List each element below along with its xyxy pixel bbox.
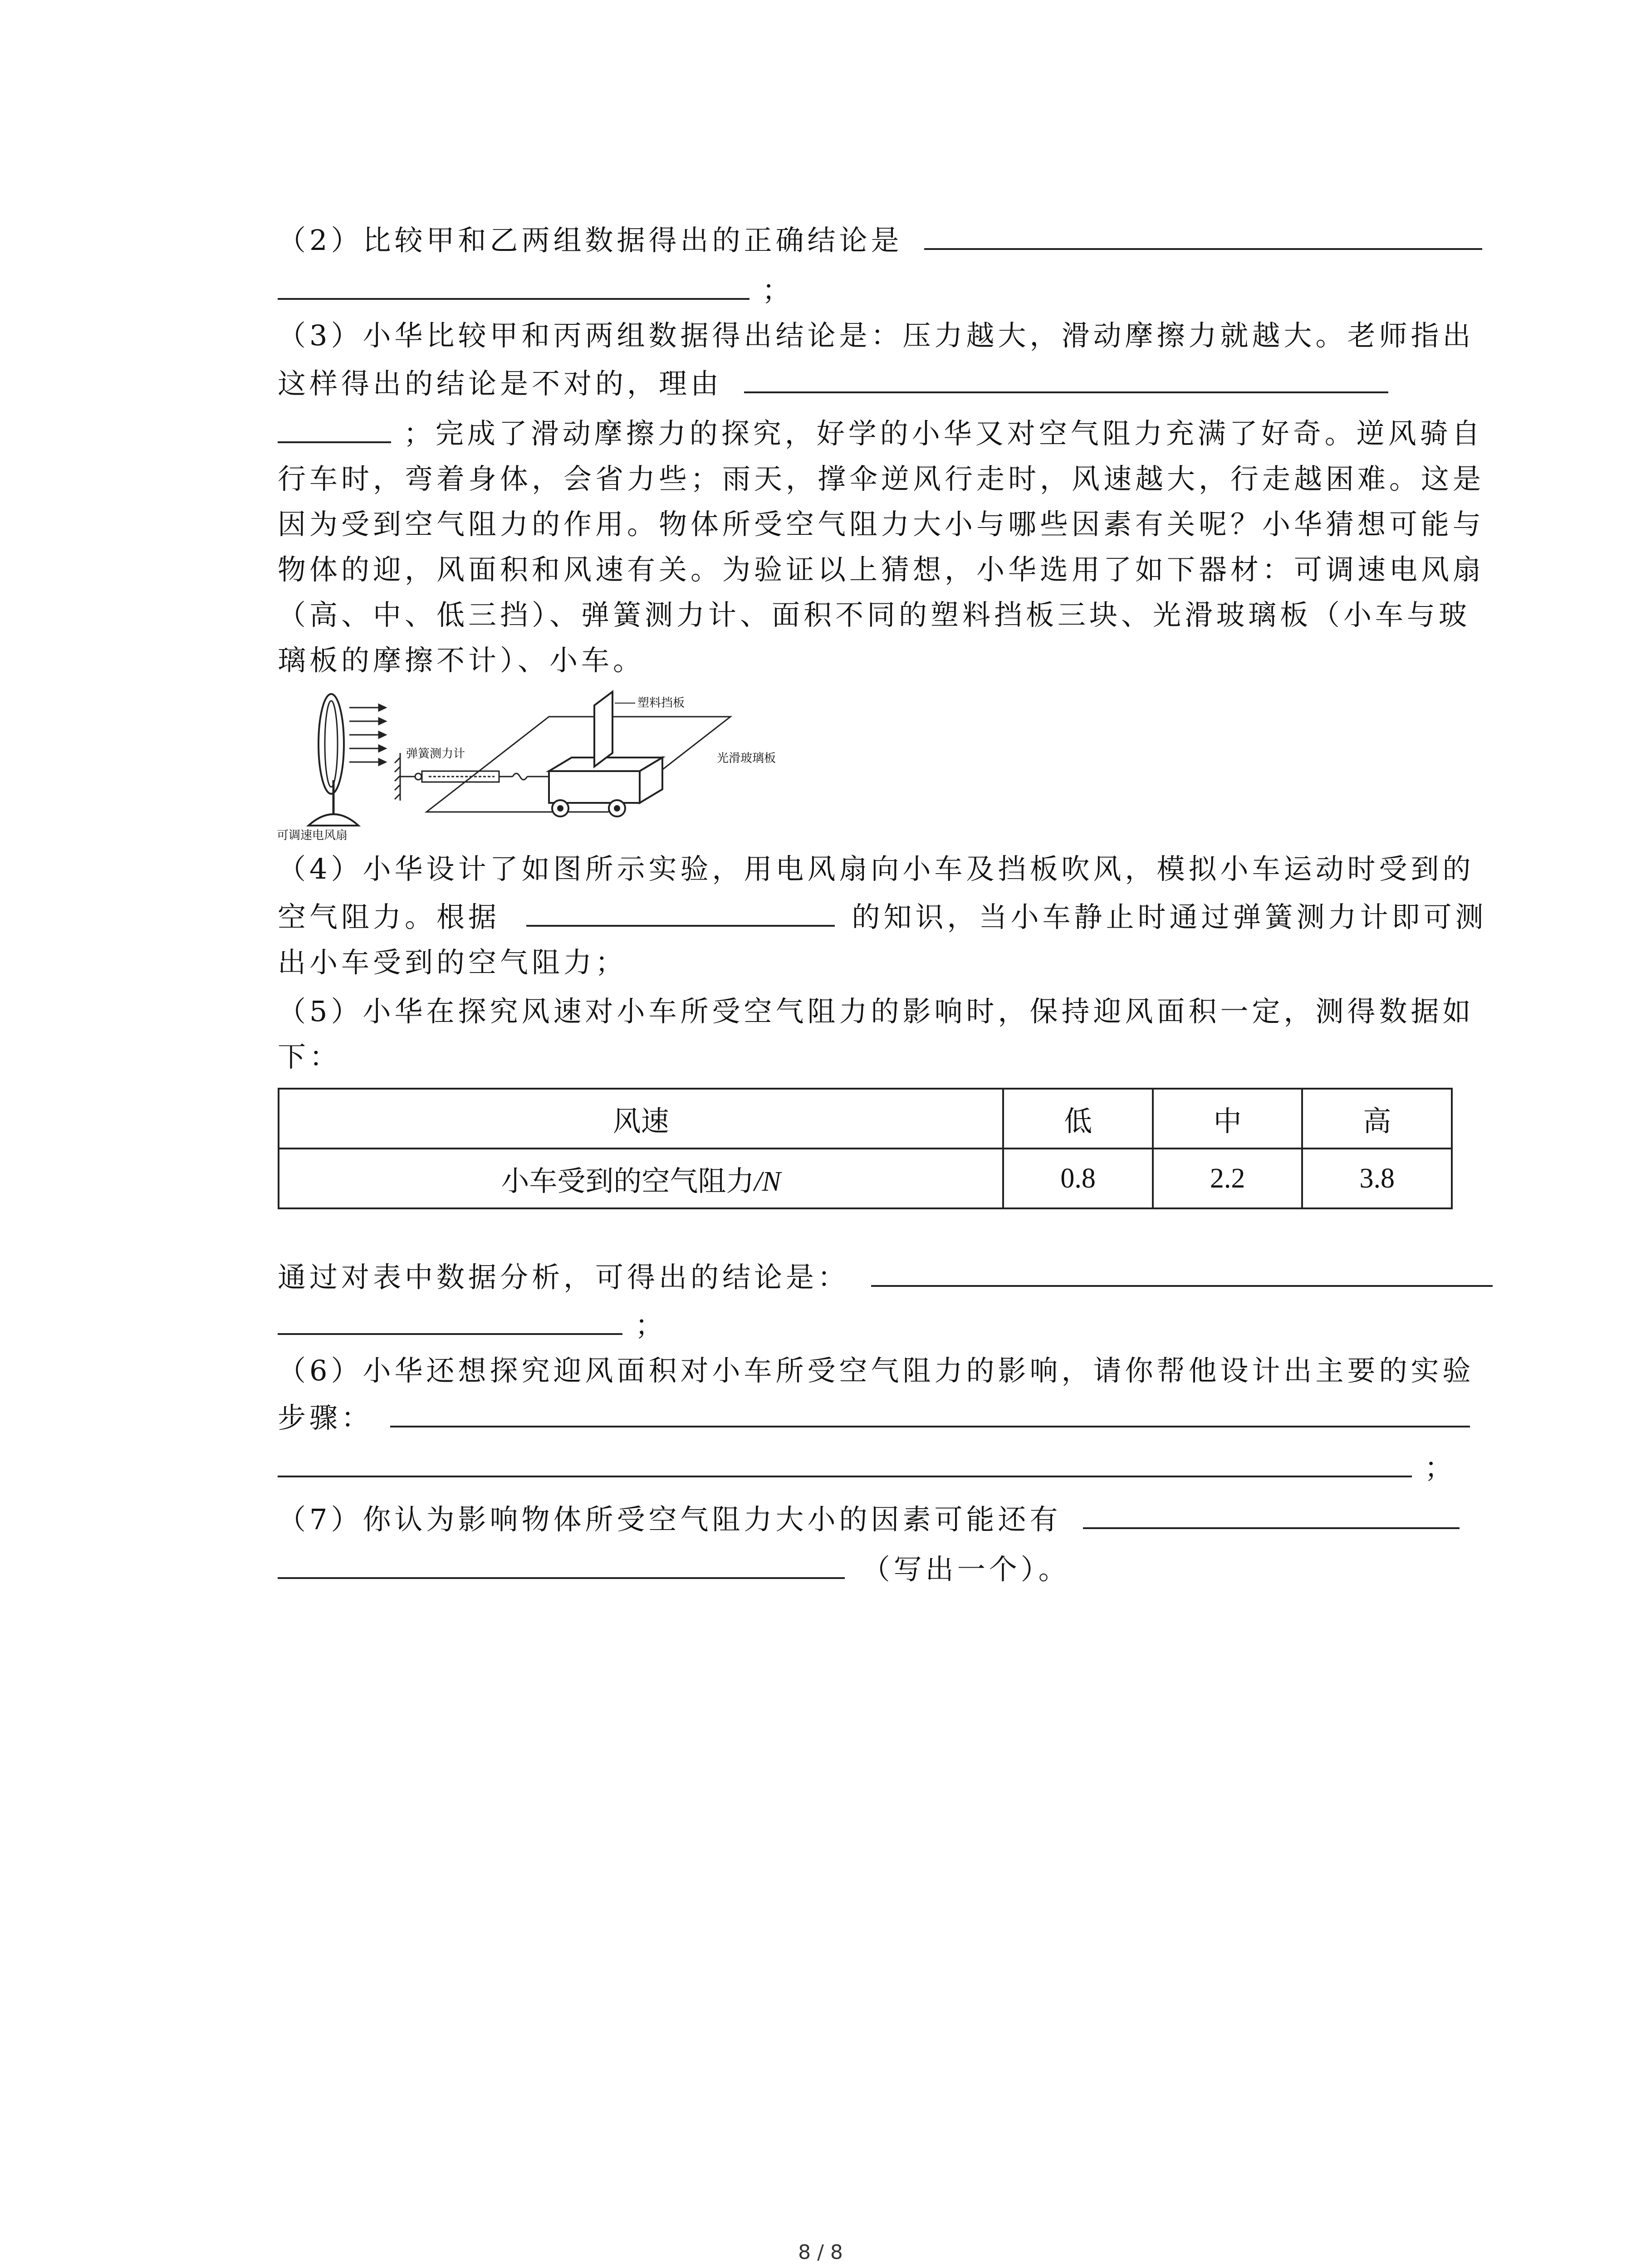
q5-text: 通过对表中数据分析，可得出的结论是： — [278, 1261, 850, 1294]
q3-text: 这样得出的结论是不对的，理由 — [278, 367, 723, 400]
q7-line2 — [278, 1547, 1457, 1592]
answer-blank[interactable] — [278, 1305, 622, 1335]
q7-text: （7）你认为影响物体所受空气阻力大小的因素可能还有 — [278, 1503, 1062, 1536]
answer-blank[interactable] — [390, 1398, 1470, 1427]
fan-illustration — [309, 694, 358, 826]
q5-line2: 下： — [278, 1040, 342, 1073]
table-cell-header: 风速 — [279, 1089, 1003, 1149]
row-label-unit: /N — [754, 1166, 781, 1197]
plastic-plate — [594, 692, 612, 767]
answer-blank[interactable] — [278, 413, 391, 443]
q3-line3 — [278, 411, 1484, 456]
label-spring-scale: 弹簧测力计 — [406, 747, 465, 761]
row-label-text: 小车受到的空气阻力 — [501, 1164, 754, 1198]
wind-arrows — [349, 704, 386, 765]
q3-line2 — [278, 361, 1457, 406]
q3-line7: （高、中、低三挡）、弹簧测力计、面积不同的塑料挡板三块、光滑玻璃板（小车与玻 — [278, 598, 1471, 631]
q2-text: （2）比较甲和乙两组数据得出的正确结论是 — [278, 224, 903, 257]
q5-conclusion-line — [278, 1255, 1457, 1300]
q4-line1: （4）小华设计了如图所示实验，用电风扇向小车及挡板吹风，模拟小车运动时受到的 — [278, 852, 1474, 885]
q3-line8: 璃板的摩擦不计）、小车。 — [278, 644, 645, 677]
q4-text: 的知识，当小车静止时通过弹簧测力计即可测 — [852, 900, 1487, 934]
q6-line2 — [278, 1395, 1457, 1441]
q5-end-line — [278, 1303, 1457, 1348]
q3-line5: 因为受到空气阻力的作用。物体所受空气阻力大小与哪些因素有关呢？小华猜想可能与 — [278, 508, 1485, 541]
q6-line1: （6）小华还想探究迎风面积对小车所受空气阻力的影响，请你帮他设计出主要的实验 — [278, 1354, 1474, 1387]
spring-scale — [400, 771, 549, 782]
table-cell: 低 — [1003, 1089, 1153, 1149]
q5-line1: （5）小华在探究风速对小车所受空气阻力的影响时，保持迎风面积一定，测得数据如 — [278, 995, 1474, 1028]
table-cell: 3.8 — [1302, 1149, 1452, 1208]
table-cell: 2.2 — [1153, 1149, 1303, 1208]
label-fan: 可调速电风扇 — [277, 829, 348, 842]
q7-line1 — [278, 1497, 1457, 1542]
answer-blank[interactable] — [1083, 1499, 1460, 1529]
answer-blank[interactable] — [924, 220, 1482, 250]
answer-blank[interactable] — [871, 1257, 1493, 1287]
q2-line1 — [278, 218, 1457, 263]
table-row — [279, 1149, 1452, 1208]
q7-text: （写出一个）。 — [862, 1553, 1070, 1586]
label-plastic-plate: 塑料挡板 — [637, 696, 685, 710]
answer-blank[interactable] — [526, 897, 835, 927]
answer-blank[interactable] — [278, 1447, 1412, 1477]
q3-text: ；完成了滑动摩擦力的探究，好学的小华又对空气阻力充满了好奇。逆风骑自 — [403, 417, 1484, 450]
q3-line1: （3）小华比较甲和丙两组数据得出结论是：压力越大，滑动摩擦力就越大。老师指出 — [278, 319, 1474, 352]
data-table — [278, 1088, 1453, 1209]
q3-line4: 行车时，弯着身体，会省力些；雨天，撑伞逆风行走时，风速越大，行走越困难。这是 — [278, 462, 1485, 495]
q3-line6: 物体的迎，风面积和风速有关。为验证以上猜想，小华选用了如下器材：可调速电风扇 — [278, 553, 1485, 586]
q2-end: ； — [762, 274, 794, 307]
answer-blank[interactable] — [744, 363, 1388, 393]
q6-end-line — [278, 1445, 1457, 1491]
table-cell: 0.8 — [1003, 1149, 1153, 1208]
table-cell: 高 — [1302, 1089, 1452, 1149]
wall-mount — [395, 753, 400, 801]
q6-end: ； — [1424, 1451, 1456, 1484]
cart — [549, 758, 662, 816]
experiment-figure — [277, 689, 839, 844]
q5-end: ； — [635, 1309, 667, 1342]
page-number: 8 / 8 — [798, 2241, 843, 2264]
table-row — [279, 1089, 1452, 1149]
q4-text: 空气阻力。根据 — [278, 900, 500, 934]
answer-blank[interactable] — [278, 270, 749, 300]
q4-line3: 出小车受到的空气阻力； — [278, 946, 627, 979]
q4-line2 — [278, 894, 1487, 940]
answer-blank[interactable] — [278, 1549, 845, 1579]
label-glass-plate: 光滑玻璃板 — [717, 752, 776, 765]
q6-text: 步骤： — [278, 1401, 373, 1434]
table-cell: 中 — [1153, 1089, 1303, 1149]
q2-line2 — [278, 268, 1457, 313]
table-cell-header — [279, 1149, 1003, 1208]
